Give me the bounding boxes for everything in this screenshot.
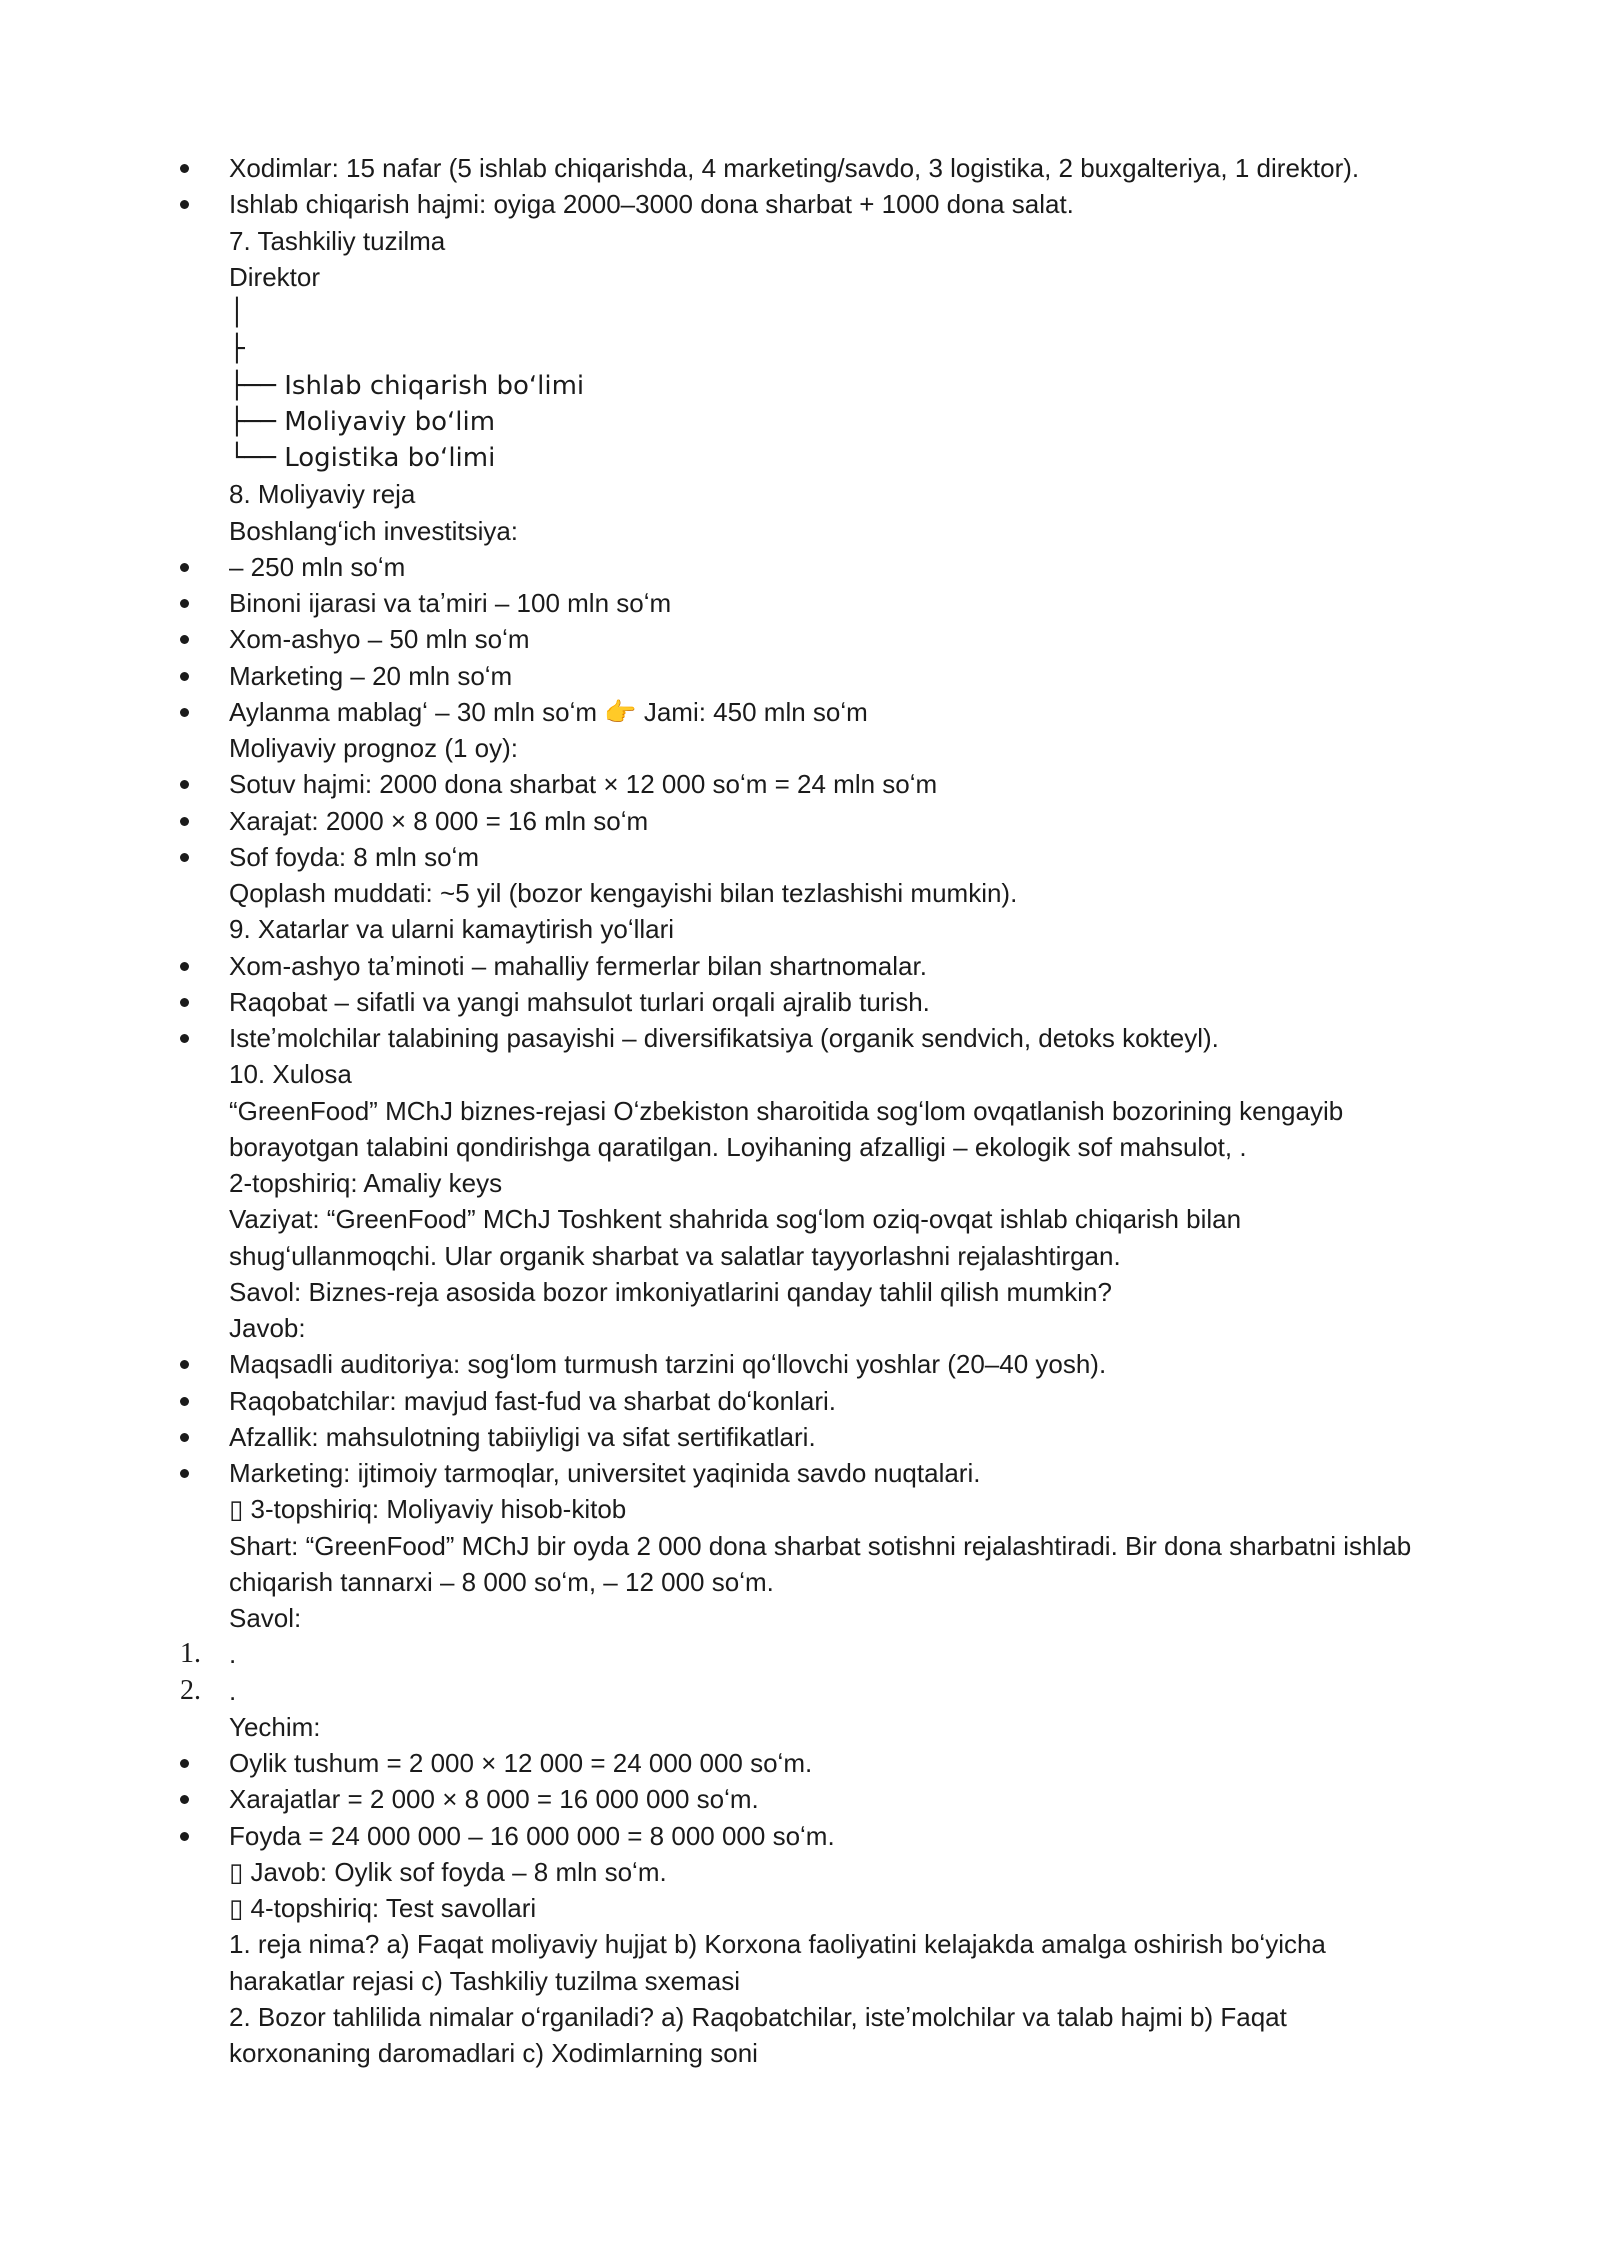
text-line — [0, 440, 1600, 476]
line-text: Vaziyat: “GreenFood” MChJ Toshkent shahrida sogʻlom oziq-ovqat ishlab chiqarish bilan — [229, 1204, 1242, 1235]
line-text: Afzallik: mahsulotning tabiiyligi va sifat sertifikatlari. — [229, 1421, 816, 1452]
line-text: Savol: — [229, 1603, 302, 1633]
line-text: Qoplash muddati: ~5 yil (bozor kengayishi bilan tezlashishi mumkin). — [229, 878, 1018, 908]
line-text: Savol: Biznes-reja asosida bozor imkoniyatlarini qanday tahlil qilish mumkin? — [229, 1276, 1112, 1307]
line-text: Raqobat – sifatli va yangi mahsulot turlari orqali ajralib turish. — [229, 986, 930, 1017]
line-text: Shart: “GreenFood” MChJ bir oyda 2 000 dona sharbat sotishni rejalashtiradi. Bir dona sharbatni ishlab — [229, 1530, 1412, 1561]
line-text: Marketing – 20 mln soʻm — [229, 660, 513, 691]
text-line — [0, 295, 1600, 331]
line-text: Maqsadli auditoriya: sogʻlom turmush tarzini qoʻllovchi yoshlar (20–40 yosh). — [229, 1349, 1107, 1380]
text-line — [0, 368, 1600, 404]
line-text: └── Logistika boʻlimi — [229, 443, 496, 473]
document-page — [0, 150, 1600, 2071]
bullet-list-item — [0, 1346, 1600, 1382]
bullet-list-item — [0, 1383, 1600, 1419]
bullet-list-item — [0, 1455, 1600, 1491]
text-line — [0, 1274, 1600, 1310]
line-text: Direktor — [229, 261, 321, 292]
line-text: “GreenFood” MChJ biznes-rejasi Oʻzbekiston sharoitida sogʻlom ovqatlanish bozorining kengayib — [229, 1095, 1344, 1126]
line-text: shugʻullanmoqchi. Ular organik sharbat va salatlar tayyorlashni rejalashtirgan. — [229, 1240, 1121, 1271]
list-number: 1. — [180, 1638, 201, 1670]
text-line — [0, 875, 1600, 911]
text-line — [0, 259, 1600, 295]
text-line — [0, 331, 1600, 367]
bullet-list-item — [0, 766, 1600, 802]
text-line — [0, 730, 1600, 766]
bullet-list-item — [0, 1745, 1600, 1781]
bullet-list-item — [0, 803, 1600, 839]
bullet-list-item — [0, 621, 1600, 657]
text-line — [0, 1528, 1600, 1564]
line-text: Xom-ashyo taʼminoti – mahalliy fermerlar bilan shartnomalar. — [229, 950, 927, 981]
text-line — [0, 1310, 1600, 1346]
line-text: Javob: — [229, 1313, 306, 1343]
line-text: Yechim: — [229, 1711, 321, 1742]
text-line — [0, 1491, 1600, 1527]
line-text: Sof foyda: 8 mln soʻm — [229, 841, 479, 872]
text-line — [0, 1854, 1600, 1890]
text-line — [0, 911, 1600, 947]
bullet-list-item — [0, 948, 1600, 984]
line-text: . — [229, 1639, 237, 1670]
line-text: ▯ Javob: Oylik sof foyda – 8 mln soʻm. — [229, 1856, 667, 1887]
list-number: 2. — [180, 1674, 201, 1706]
bullet-list-item — [0, 585, 1600, 621]
text-line — [0, 1926, 1600, 1962]
numbered-list-item — [0, 1636, 1600, 1672]
line-text: ├ — [229, 334, 245, 365]
text-line — [0, 1564, 1600, 1600]
line-text: Marketing: ijtimoiy tarmoqlar, universitet yaqinida savdo nuqtalari. — [229, 1458, 981, 1488]
text-line — [0, 1999, 1600, 2035]
text-line — [0, 404, 1600, 440]
line-text: Boshlangʻich investitsiya: — [229, 515, 519, 546]
line-text: Foyda = 24 000 000 – 16 000 000 = 8 000 000 soʻm. — [229, 1820, 835, 1851]
text-line — [0, 1165, 1600, 1201]
line-text: Oylik tushum = 2 000 × 12 000 = 24 000 000 soʻm. — [229, 1748, 813, 1778]
line-text: Isteʼmolchilar talabining pasayishi – diversifikatsiya (organik sendvich, detoks kokteyl). — [229, 1023, 1219, 1053]
line-text: Raqobatchilar: mavjud fast-fud va sharbat doʻkonlari. — [229, 1385, 836, 1416]
bullet-list-item — [0, 150, 1600, 186]
text-line — [0, 2035, 1600, 2071]
numbered-list-item — [0, 1673, 1600, 1709]
text-line — [0, 513, 1600, 549]
line-text: Xarajatlar = 2 000 × 8 000 = 16 000 000 soʻm. — [229, 1784, 759, 1815]
line-text: ▯ 3-topshiriq: Moliyaviy hisob-kitob — [229, 1494, 627, 1525]
text-line — [0, 1201, 1600, 1237]
line-text: korxonaning daromadlari c) Xodimlarning soni — [229, 2038, 758, 2068]
line-text: │ — [229, 298, 245, 328]
line-text: . — [229, 1675, 237, 1706]
bullet-list-item — [0, 1419, 1600, 1455]
line-text: Xodimlar: 15 nafar (5 ishlab chiqarishda, 4 marketing/savdo, 3 logistika, 2 buxgalteriya, 1 direktor). — [229, 153, 1360, 183]
text-line — [0, 1890, 1600, 1926]
line-text: 2. Bozor tahlilida nimalar oʻrganiladi? a) Raqobatchilar, isteʼmolchilar va talab hajmi b) Faqat — [229, 2001, 1287, 2032]
line-text: chiqarish tannarxi – 8 000 soʻm, – 12 000 soʻm. — [229, 1566, 774, 1597]
line-text: Ishlab chiqarish hajmi: oyiga 2000–3000 dona sharbat + 1000 dona salat. — [229, 189, 1074, 220]
line-text: ├── Ishlab chiqarish boʻlimi — [229, 370, 585, 401]
line-text: 1. reja nima? a) Faqat moliyaviy hujjat b) Korxona faoliyatini kelajakda amalga oshirish boʻyicha — [229, 1929, 1326, 1960]
text-line — [0, 1238, 1600, 1274]
line-text: 8. Moliyaviy reja — [229, 479, 416, 510]
text-line — [0, 223, 1600, 259]
line-text: Xarajat: 2000 × 8 000 = 16 mln soʻm — [229, 805, 649, 836]
line-text: Binoni ijarasi va taʼmiri – 100 mln soʻm — [229, 588, 672, 618]
line-text: ▯ 4-topshiriq: Test savollari — [229, 1893, 537, 1923]
bullet-list-item — [0, 984, 1600, 1020]
text-line — [0, 1129, 1600, 1165]
line-text: Moliyaviy prognoz (1 oy): — [229, 733, 518, 763]
line-text: – 250 mln soʻm — [229, 551, 406, 582]
line-text: 7. Tashkiliy tuzilma — [229, 225, 446, 256]
bullet-list-item — [0, 186, 1600, 222]
line-text: 2-topshiriq: Amaliy keys — [229, 1168, 503, 1198]
line-text: ├── Moliyaviy boʻlim — [229, 406, 496, 437]
text-line — [0, 1963, 1600, 1999]
line-text: 10. Xulosa — [229, 1059, 352, 1090]
text-line — [0, 1709, 1600, 1745]
text-line — [0, 476, 1600, 512]
line-text: 9. Xatarlar va ularni kamaytirish yoʻllari — [229, 914, 675, 945]
text-line — [0, 1056, 1600, 1092]
bullet-list-item — [0, 549, 1600, 585]
bullet-list-item — [0, 658, 1600, 694]
bullet-list-item — [0, 694, 1600, 730]
bullet-list-item — [0, 1781, 1600, 1817]
bullet-list-item — [0, 839, 1600, 875]
line-text: Aylanma mablagʻ – 30 mln soʻm 👉 Jami: 450 mln soʻm — [229, 696, 868, 727]
line-text: Sotuv hajmi: 2000 dona sharbat × 12 000 soʻm = 24 mln soʻm — [229, 769, 938, 800]
text-line — [0, 1093, 1600, 1129]
text-line — [0, 1600, 1600, 1636]
bullet-list-item — [0, 1818, 1600, 1854]
line-text: harakatlar rejasi c) Tashkiliy tuzilma sxemasi — [229, 1965, 741, 1996]
bullet-list-item — [0, 1020, 1600, 1056]
line-text: Xom-ashyo – 50 mln soʻm — [229, 624, 530, 655]
line-text: borayotgan talabini qondirishga qaratilgan. Loyihaning afzalligi – ekologik sof mahsulot, . — [229, 1131, 1247, 1162]
